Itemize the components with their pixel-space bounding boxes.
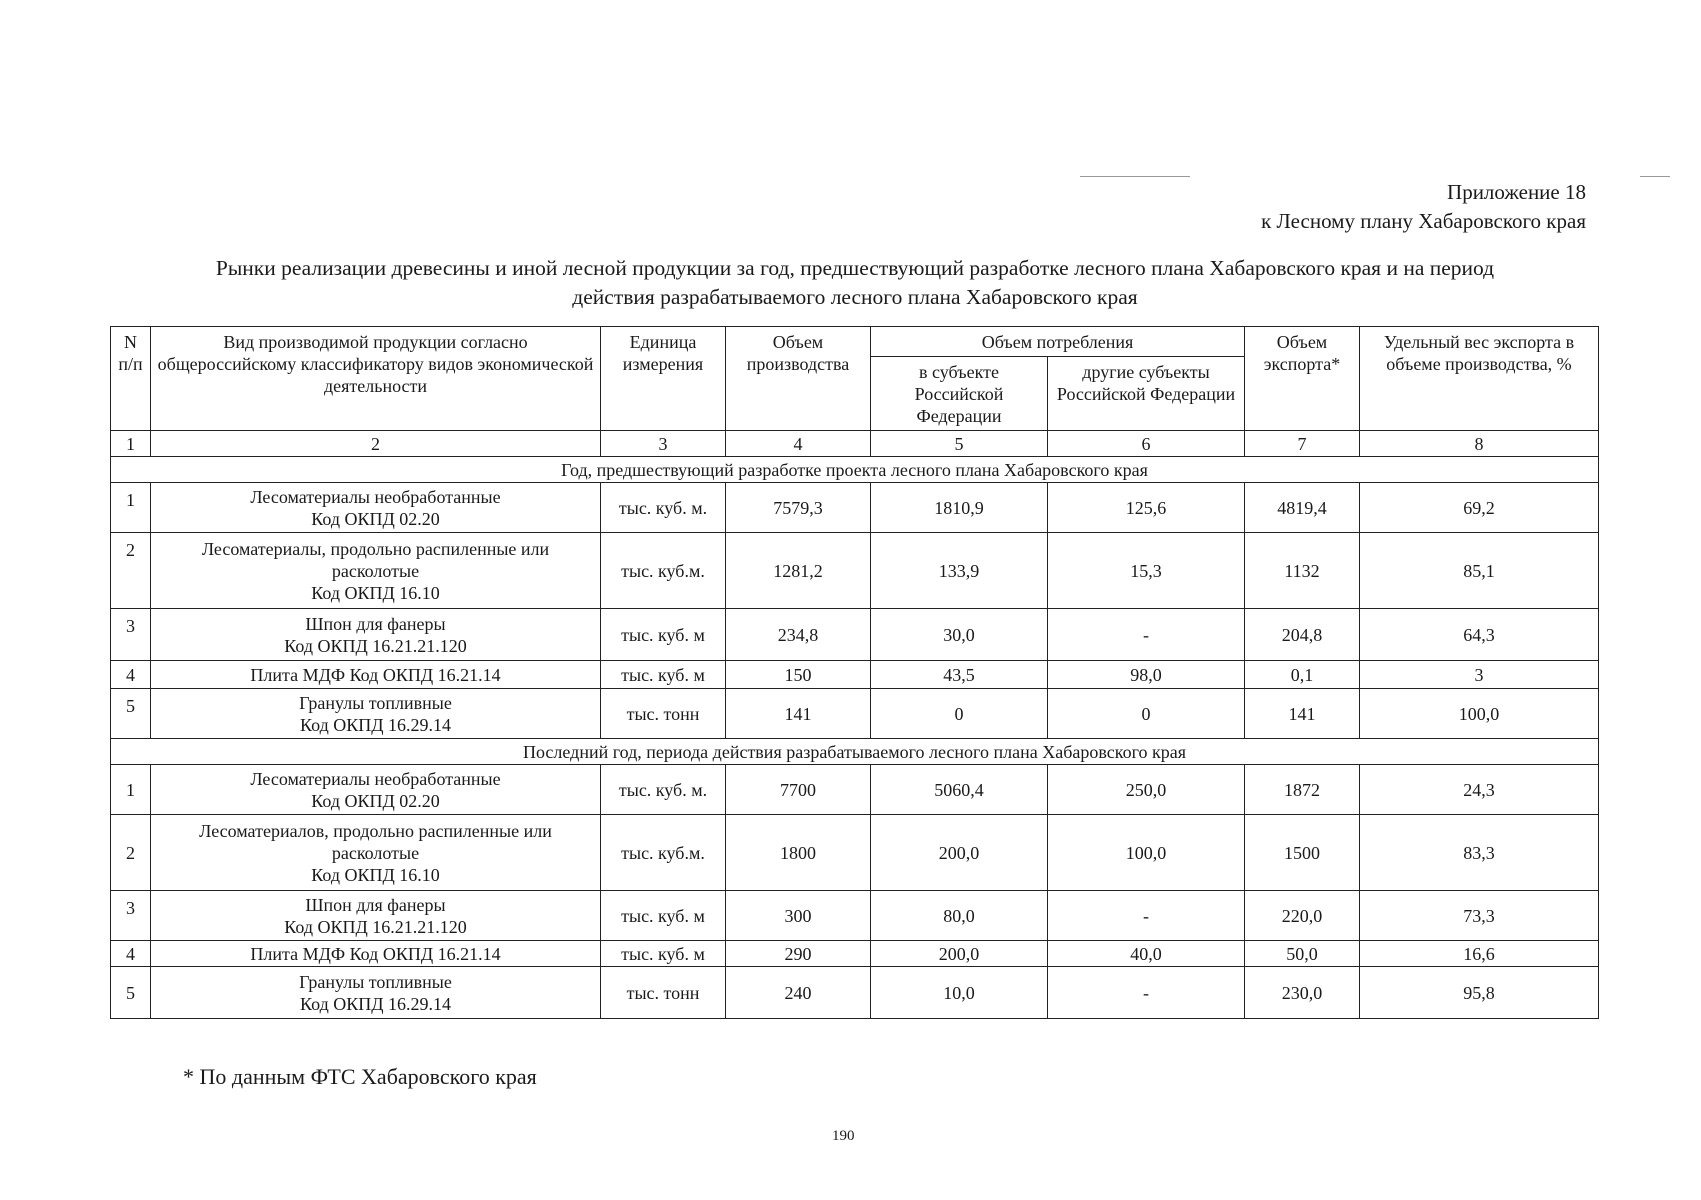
row-number: 5 [111,967,151,1019]
export-share-cell: 64,3 [1360,609,1599,661]
export-cell: 4819,4 [1245,483,1360,533]
export-share-cell: 24,3 [1360,765,1599,815]
unit-cell: тыс. куб. м [601,661,726,689]
unit-cell: тыс. куб. м. [601,483,726,533]
column-number: 3 [601,431,726,457]
product-name [151,689,601,739]
export-share-cell: 73,3 [1360,891,1599,941]
column-numbers-row [111,431,1599,457]
export-share-cell: 95,8 [1360,967,1599,1019]
production-cell: 1281,2 [726,533,871,609]
header-other-subjects: другие субъекты Российской Федерации [1048,357,1245,431]
product-name [151,941,601,967]
product-name-line: Шпон для фанеры [305,894,446,915]
product-name [151,967,601,1019]
product-name-line: Шпон для фанеры [305,613,446,634]
product-name [151,483,601,533]
header-unit: Единица измерения [601,327,726,431]
product-code-line: Код ОКПД 16.29.14 [299,714,452,735]
header-production: Объем производства [726,327,871,431]
export-share-cell: 83,3 [1360,815,1599,891]
section-1-title: Год, предшествующий разработке проекта лесного плана Хабаровского края [111,457,1599,483]
production-cell: 240 [726,967,871,1019]
export-cell: 1872 [1245,765,1360,815]
export-cell: 0,1 [1245,661,1360,689]
in-subject-cell: 80,0 [871,891,1048,941]
column-number: 7 [1245,431,1360,457]
product-name-line: Лесоматериалов, продольно распиленные или [199,820,552,841]
unit-cell: тыс. тонн [601,967,726,1019]
table-row [111,533,1599,609]
row-number: 5 [111,689,151,739]
product-name-line: Плита МДФ Код ОКПД 16.21.14 [250,664,501,685]
in-subject-cell: 0 [871,689,1048,739]
product-name-line: Лесоматериалы необработанные [250,486,501,507]
product-name-line: Лесоматериалы необработанные [250,768,501,789]
column-number: 2 [151,431,601,457]
unit-cell: тыс. куб. м [601,609,726,661]
other-subjects-cell: 250,0 [1048,765,1245,815]
page-number: 190 [832,1128,855,1144]
header-product: Вид производимой продукции согласно общероссийскому классификатору видов экономической деятельности [151,327,601,431]
in-subject-cell: 5060,4 [871,765,1048,815]
other-subjects-cell: - [1048,891,1245,941]
section-2-title: Последний год, периода действия разрабатываемого лесного плана Хабаровского края [111,739,1599,765]
export-share-cell: 85,1 [1360,533,1599,609]
column-number: 5 [871,431,1048,457]
product-name [151,765,601,815]
column-number: 8 [1360,431,1599,457]
product-name [151,533,601,609]
table-row [111,609,1599,661]
table-row [111,967,1599,1019]
header-num: N п/п [111,327,151,431]
export-cell: 50,0 [1245,941,1360,967]
production-cell: 7579,3 [726,483,871,533]
product-name [151,609,601,661]
other-subjects-cell: 98,0 [1048,661,1245,689]
section-row [111,457,1599,483]
product-name-line: Гранулы топливные [299,692,452,713]
product-code-line: Код ОКПД 16.21.21.120 [284,916,467,937]
in-subject-cell: 1810,9 [871,483,1048,533]
export-share-cell: 3 [1360,661,1599,689]
header-export-share: Удельный вес экспорта в объеме производства, % [1360,327,1599,431]
export-cell: 230,0 [1245,967,1360,1019]
in-subject-cell: 30,0 [871,609,1048,661]
row-number: 3 [111,609,151,661]
other-subjects-cell: 0 [1048,689,1245,739]
row-number: 4 [111,941,151,967]
in-subject-cell: 133,9 [871,533,1048,609]
row-number: 1 [111,483,151,533]
appendix-line-1: Приложение 18 [1447,180,1586,204]
in-subject-cell: 200,0 [871,941,1048,967]
appendix-line-2: к Лесному плану Хабаровского края [1261,209,1586,233]
title-line-1: Рынки реализации древесины и иной лесной продукции за год, предшествующий разработке лесного плана Хабаровского края и на период [215,256,1495,280]
document-title [110,254,1600,312]
product-code-line: Код ОКПД 16.29.14 [299,993,452,1014]
table-row [111,941,1599,967]
export-cell: 1132 [1245,533,1360,609]
unit-cell: тыс. куб. м [601,891,726,941]
table-row [111,689,1599,739]
footnote: * По данным ФТС Хабаровского края [183,1064,537,1089]
product-name-line: Плита МДФ Код ОКПД 16.21.14 [250,943,501,964]
product-code-line: Код ОКПД 16.21.21.120 [284,635,467,656]
product-code-line: Код ОКПД 02.20 [311,790,440,811]
unit-cell: тыс. куб.м. [601,815,726,891]
column-number: 6 [1048,431,1245,457]
appendix-header [1261,178,1586,236]
other-subjects-cell: 15,3 [1048,533,1245,609]
export-share-cell: 100,0 [1360,689,1599,739]
row-number: 1 [111,765,151,815]
unit-cell: тыс. куб. м [601,941,726,967]
column-number: 4 [726,431,871,457]
header-row [111,327,1599,357]
unit-cell: тыс. куб. м. [601,765,726,815]
product-name [151,815,601,891]
column-number: 1 [111,431,151,457]
header-export: Объем экспорта* [1245,327,1360,431]
other-subjects-cell: - [1048,967,1245,1019]
section-row [111,739,1599,765]
product-name-line: Лесоматериалы, продольно распиленные или [201,538,550,559]
in-subject-cell: 10,0 [871,967,1048,1019]
header-in-subject: в субъекте Российской Федерации [871,357,1048,431]
scan-artifact [1080,176,1190,177]
export-cell: 1500 [1245,815,1360,891]
production-cell: 7700 [726,765,871,815]
row-number: 4 [111,661,151,689]
unit-cell: тыс. тонн [601,689,726,739]
in-subject-cell: 200,0 [871,815,1048,891]
production-cell: 234,8 [726,609,871,661]
unit-cell: тыс. куб.м. [601,533,726,609]
product-code-line: Код ОКПД 02.20 [311,508,440,529]
product-code-line: Код ОКПД 16.10 [311,864,440,885]
other-subjects-cell: - [1048,609,1245,661]
export-share-cell: 16,6 [1360,941,1599,967]
export-cell: 204,8 [1245,609,1360,661]
export-cell: 141 [1245,689,1360,739]
row-number: 2 [111,815,151,891]
in-subject-cell: 43,5 [871,661,1048,689]
other-subjects-cell: 100,0 [1048,815,1245,891]
row-number: 3 [111,891,151,941]
other-subjects-cell: 125,6 [1048,483,1245,533]
other-subjects-cell: 40,0 [1048,941,1245,967]
production-cell: 150 [726,661,871,689]
product-code-line: Код ОКПД 16.10 [311,582,440,603]
table-row [111,661,1599,689]
table-row [111,765,1599,815]
markets-table [110,326,1599,1019]
production-cell: 141 [726,689,871,739]
table-row [111,815,1599,891]
title-line-2: действия разрабатываемого лесного плана Хабаровского края [572,285,1138,309]
production-cell: 300 [726,891,871,941]
header-consumption: Объем потребления [871,327,1245,357]
table-row [111,483,1599,533]
production-cell: 290 [726,941,871,967]
row-number: 2 [111,533,151,609]
scan-artifact [1640,176,1670,177]
table-row [111,891,1599,941]
product-name [151,661,601,689]
product-name-line-2: расколотые [331,842,420,863]
product-name-line: Гранулы топливные [299,971,452,992]
product-name [151,891,601,941]
export-cell: 220,0 [1245,891,1360,941]
production-cell: 1800 [726,815,871,891]
product-name-line-2: расколотые [331,560,420,581]
export-share-cell: 69,2 [1360,483,1599,533]
